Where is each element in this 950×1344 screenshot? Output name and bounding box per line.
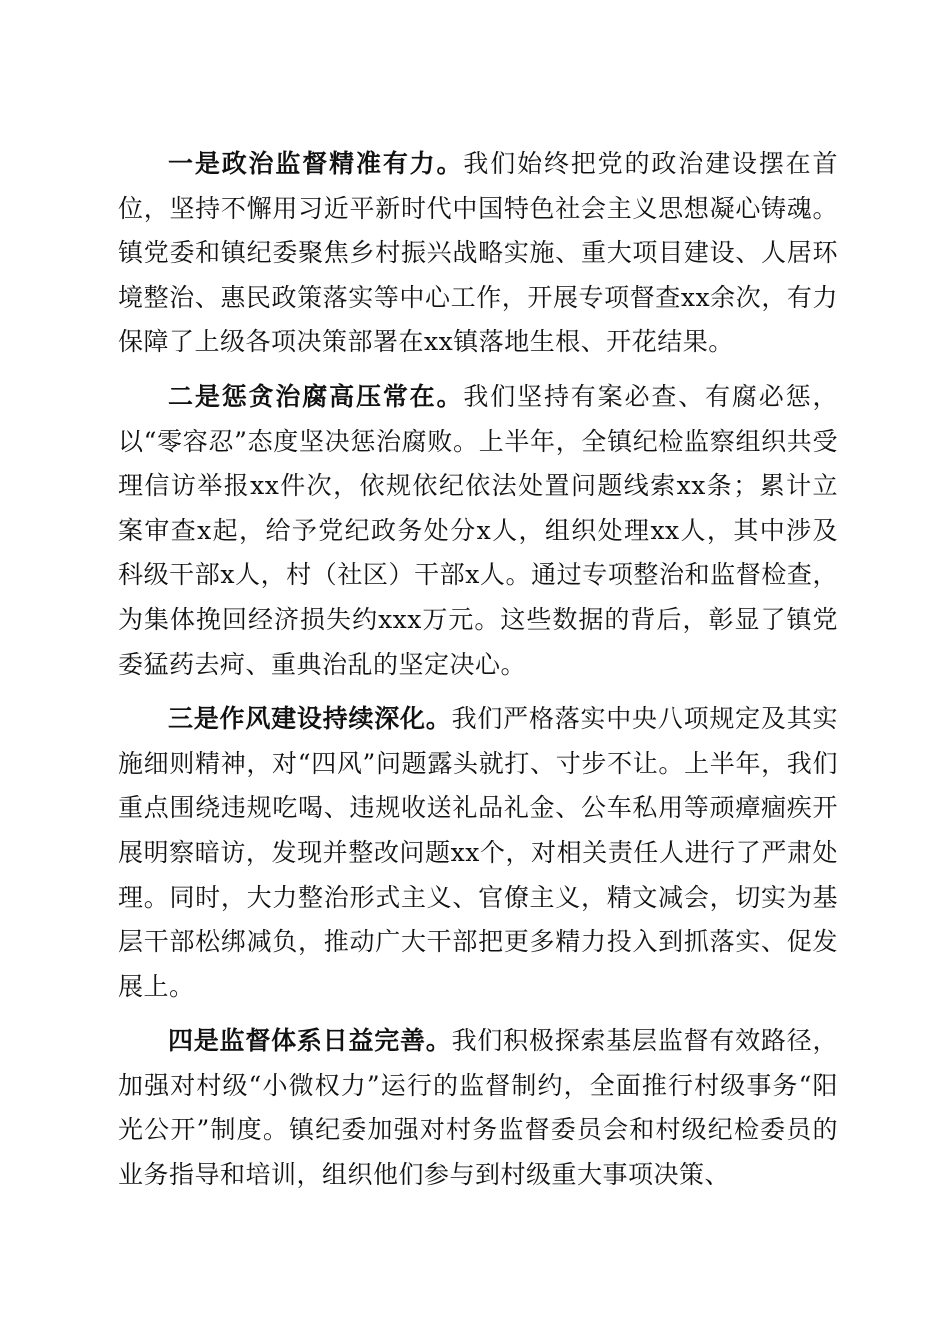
- paragraph-text: 我们始终把党的政治建设摆在首位，坚持不懈用习近平新时代中国特色社会主义思想凝心铸魂。镇党委和镇纪委聚焦乡村振兴战略实施、重大项目建设、人居环境整治、惠民政策落实等中心工作，开展专项督查xx余次，有力保障了上级各项决策部署在xx镇落地生根、开花结果。: [118, 149, 838, 357]
- paragraph-text: 我们积极探索基层监督有效路径，加强对村级“小微权力”运行的监督制约，全面推行村级事务“阳光公开”制度。镇纪委加强对村务监督委员会和村级纪检委员的业务指导和培训，组织他们参与到村级重大事项决策、: [118, 1026, 838, 1190]
- paragraph-anti-corruption: [118, 375, 838, 687]
- paragraph-text: 我们坚持有案必查、有腐必惩，以“零容忍”态度坚决惩治腐败。上半年，全镇纪检监察组织共受理信访举报xx件次，依规依纪依法处置问题线索xx条；累计立案审查x起，给予党纪政务处分x人，组织处理xx人，其中涉及科级干部x人，村（社区）干部x人。通过专项整治和监督检查，为集体挽回经济损失约xxx万元。这些数据的背后，彰显了镇党委猛药去疴、重典治乱的坚定决心。: [118, 381, 838, 679]
- paragraph-lead: 三是作风建设持续深化。: [168, 704, 452, 734]
- paragraph-lead: 二是惩贪治腐高压常在。: [168, 381, 464, 411]
- paragraph-text: 我们严格落实中央八项规定及其实施细则精神，对“四风”问题露头就打、寸步不让。上半年，我们重点围绕违规吃喝、违规收送礼品礼金、公车私用等顽瘴痼疾开展明察暗访，发现并整改问题xx个，对相关责任人进行了严肃处理。同时，大力整治形式主义、官僚主义，精文减会，切实为基层干部松绑减负，推动广大干部把更多精力投入到抓落实、促发展上。: [118, 704, 838, 1001]
- paragraph-lead: 一是政治监督精准有力。: [168, 149, 464, 178]
- paragraph-political-supervision: [118, 142, 838, 365]
- paragraph-supervision-system: [118, 1019, 838, 1197]
- paragraph-work-style: [118, 697, 838, 1009]
- document-body: [118, 142, 838, 1208]
- paragraph-lead: 四是监督体系日益完善。: [168, 1026, 452, 1056]
